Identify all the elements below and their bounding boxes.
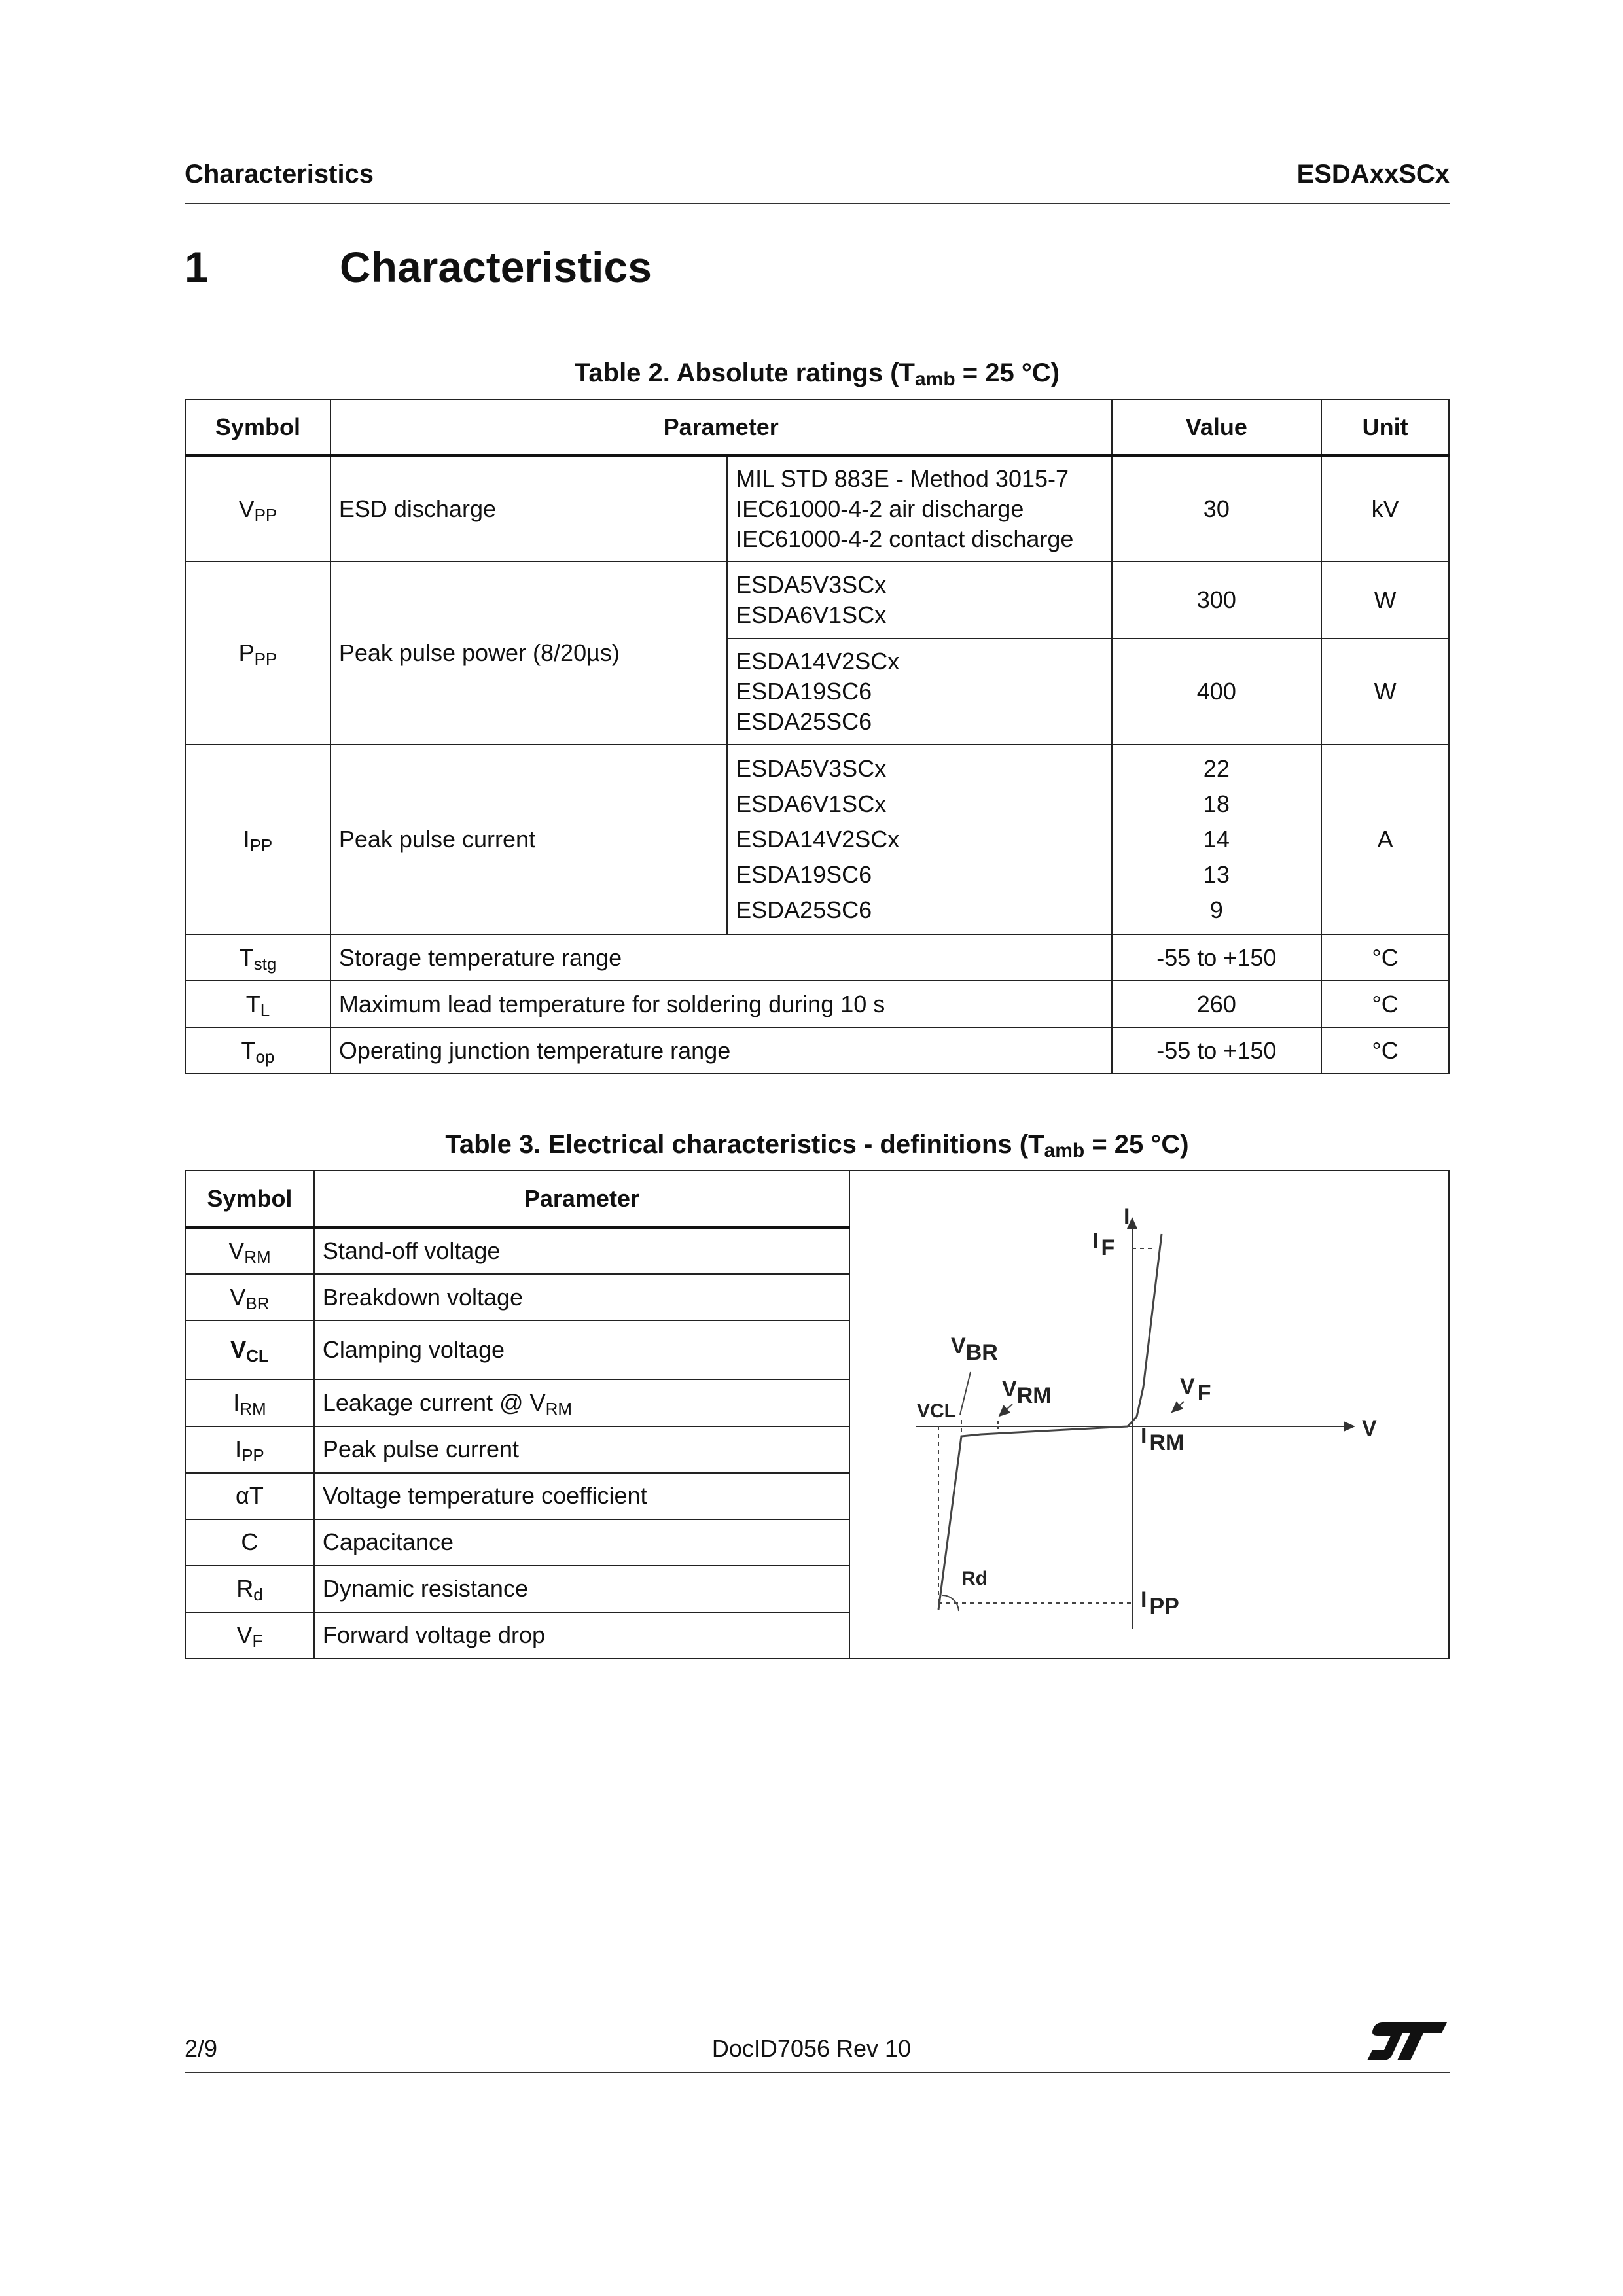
- symbol-cell: $T_{stg}$: [185, 934, 330, 981]
- iv-characteristic-diagram: [850, 1171, 1447, 1658]
- symbol-cell: $I_{PP}$: [185, 1426, 314, 1473]
- running-header-section: Characteristics: [185, 160, 374, 188]
- table3-caption: Table 3. Electrical characteristics - definitions ($T_{amb} = 25$ °C): [445, 1130, 1189, 1161]
- table-row: [185, 1027, 1449, 1074]
- vrm-pointer: [999, 1404, 1012, 1416]
- col-header-unit: Unit: [1321, 400, 1449, 455]
- parameter-cell: Clamping voltage: [314, 1320, 849, 1379]
- col-header-parameter: Parameter: [314, 1171, 849, 1227]
- parameter-cell: Dynamic resistance: [314, 1566, 849, 1612]
- symbol-cell: $P_{PP}$: [185, 561, 330, 745]
- document-id: DocID7056 Rev 10: [711, 2035, 912, 2062]
- col-header-symbol: Symbol: [185, 1171, 314, 1227]
- values-cell: 22 18 14 13 9: [1112, 745, 1322, 934]
- page-number: 2/9: [185, 2035, 218, 2062]
- symbol-cell: $I_{RM}$: [185, 1379, 314, 1426]
- symbol-cell: $V_{CL}$: [185, 1320, 314, 1379]
- symbol-cell: $I_{PP}$: [185, 745, 330, 934]
- unit-cell: kV: [1321, 455, 1449, 561]
- vcl-label: VCL: [916, 1400, 956, 1422]
- electrical-definitions-table: [185, 1170, 1450, 1659]
- value-cell: 30: [1112, 455, 1322, 561]
- symbol-cell: $T_{op}$: [185, 1027, 330, 1074]
- header-rule: [185, 203, 1450, 204]
- parameter-cell: Forward voltage drop: [314, 1612, 849, 1659]
- vf-pointer: [1172, 1402, 1184, 1412]
- parameter-cell: Peak pulse current: [330, 745, 727, 934]
- table-row: [185, 561, 1449, 639]
- axis-i-label: I: [1123, 1204, 1130, 1229]
- parameter-cell: Maximum lead temperature for soldering during 10 s: [330, 981, 1112, 1027]
- if-label: I F: [1092, 1229, 1115, 1260]
- irm-label: I RM: [1140, 1424, 1185, 1455]
- vrm-label: VRM: [1001, 1377, 1052, 1408]
- devices-cell: ESDA5V3SCx ESDA6V1SCx ESDA14V2SCx ESDA19SC6 ESDA25SC6: [727, 745, 1111, 934]
- axis-v-label: V: [1361, 1416, 1377, 1441]
- conditions-cell: MIL STD 883E - Method 3015-7 IEC61000-4-2 air discharge IEC61000-4-2 contact discharge: [727, 455, 1111, 561]
- col-header-parameter: Parameter: [330, 400, 1112, 455]
- col-header-value: Value: [1112, 400, 1322, 455]
- running-header-part: ESDAxxSCx: [1296, 160, 1450, 188]
- unit-cell: °C: [1321, 1027, 1449, 1074]
- parameter-cell: Stand-off voltage: [314, 1227, 849, 1274]
- vbr-pointer: [960, 1372, 971, 1415]
- st-logo: [1364, 2019, 1450, 2068]
- col-header-symbol: Symbol: [185, 400, 330, 455]
- parameter-cell: Capacitance: [314, 1519, 849, 1566]
- vf-label: V F: [1179, 1374, 1211, 1405]
- symbol-cell: $V_{BR}$: [185, 1274, 314, 1320]
- parameter-cell: Storage temperature range: [330, 934, 1112, 981]
- parameter-cell: Leakage current @ $V_{RM}$: [314, 1379, 849, 1426]
- symbol-cell: $R_d$: [185, 1566, 314, 1612]
- unit-cell: W: [1321, 561, 1449, 639]
- parameter-cell: Operating junction temperature range: [330, 1027, 1112, 1074]
- table-row: [185, 745, 1449, 934]
- parameter-cell: Voltage temperature coefficient: [314, 1473, 849, 1519]
- parameter-cell: Peak pulse power (8/20µs): [330, 561, 727, 745]
- value-cell: 260: [1112, 981, 1322, 1027]
- footer-rule: [185, 2072, 1450, 2073]
- table-row: [185, 934, 1449, 981]
- value-cell: 300: [1112, 561, 1322, 639]
- iv-curve: [938, 1234, 1162, 1610]
- table-row: [185, 981, 1449, 1027]
- ipp-label: I PP: [1140, 1587, 1179, 1619]
- unit-cell: °C: [1321, 934, 1449, 981]
- symbol-cell: $V_F$: [185, 1612, 314, 1659]
- parameter-cell: Peak pulse current: [314, 1426, 849, 1473]
- table2-caption: Table 2. Absolute ratings ($T_{amb} = 25$ °C): [574, 359, 1060, 390]
- value-cell: 400: [1112, 639, 1322, 745]
- devices-cell: ESDA5V3SCx ESDA6V1SCx: [727, 561, 1111, 639]
- rd-label: Rd: [961, 1568, 988, 1589]
- iv-diagram-cell: [849, 1171, 1449, 1659]
- parameter-cell: Breakdown voltage: [314, 1274, 849, 1320]
- devices-cell: ESDA14V2SCx ESDA19SC6 ESDA25SC6: [727, 639, 1111, 745]
- symbol-cell: $V_{RM}$: [185, 1227, 314, 1274]
- symbol-cell: $V_{PP}$: [185, 455, 330, 561]
- vbr-label: VBR: [950, 1333, 998, 1365]
- symbol-cell: C: [185, 1519, 314, 1566]
- unit-cell: °C: [1321, 981, 1449, 1027]
- unit-cell: W: [1321, 639, 1449, 745]
- parameter-cell: ESD discharge: [330, 455, 727, 561]
- value-cell: -55 to +150: [1112, 934, 1322, 981]
- value-cell: -55 to +150: [1112, 1027, 1322, 1074]
- table-row: [185, 455, 1449, 561]
- symbol-cell: $T_L$: [185, 981, 330, 1027]
- section-number: 1: [185, 243, 209, 291]
- unit-cell: A: [1321, 745, 1449, 934]
- section-title: Characteristics: [340, 243, 652, 291]
- symbol-cell: αT: [185, 1473, 314, 1519]
- absolute-ratings-table: [185, 399, 1450, 1074]
